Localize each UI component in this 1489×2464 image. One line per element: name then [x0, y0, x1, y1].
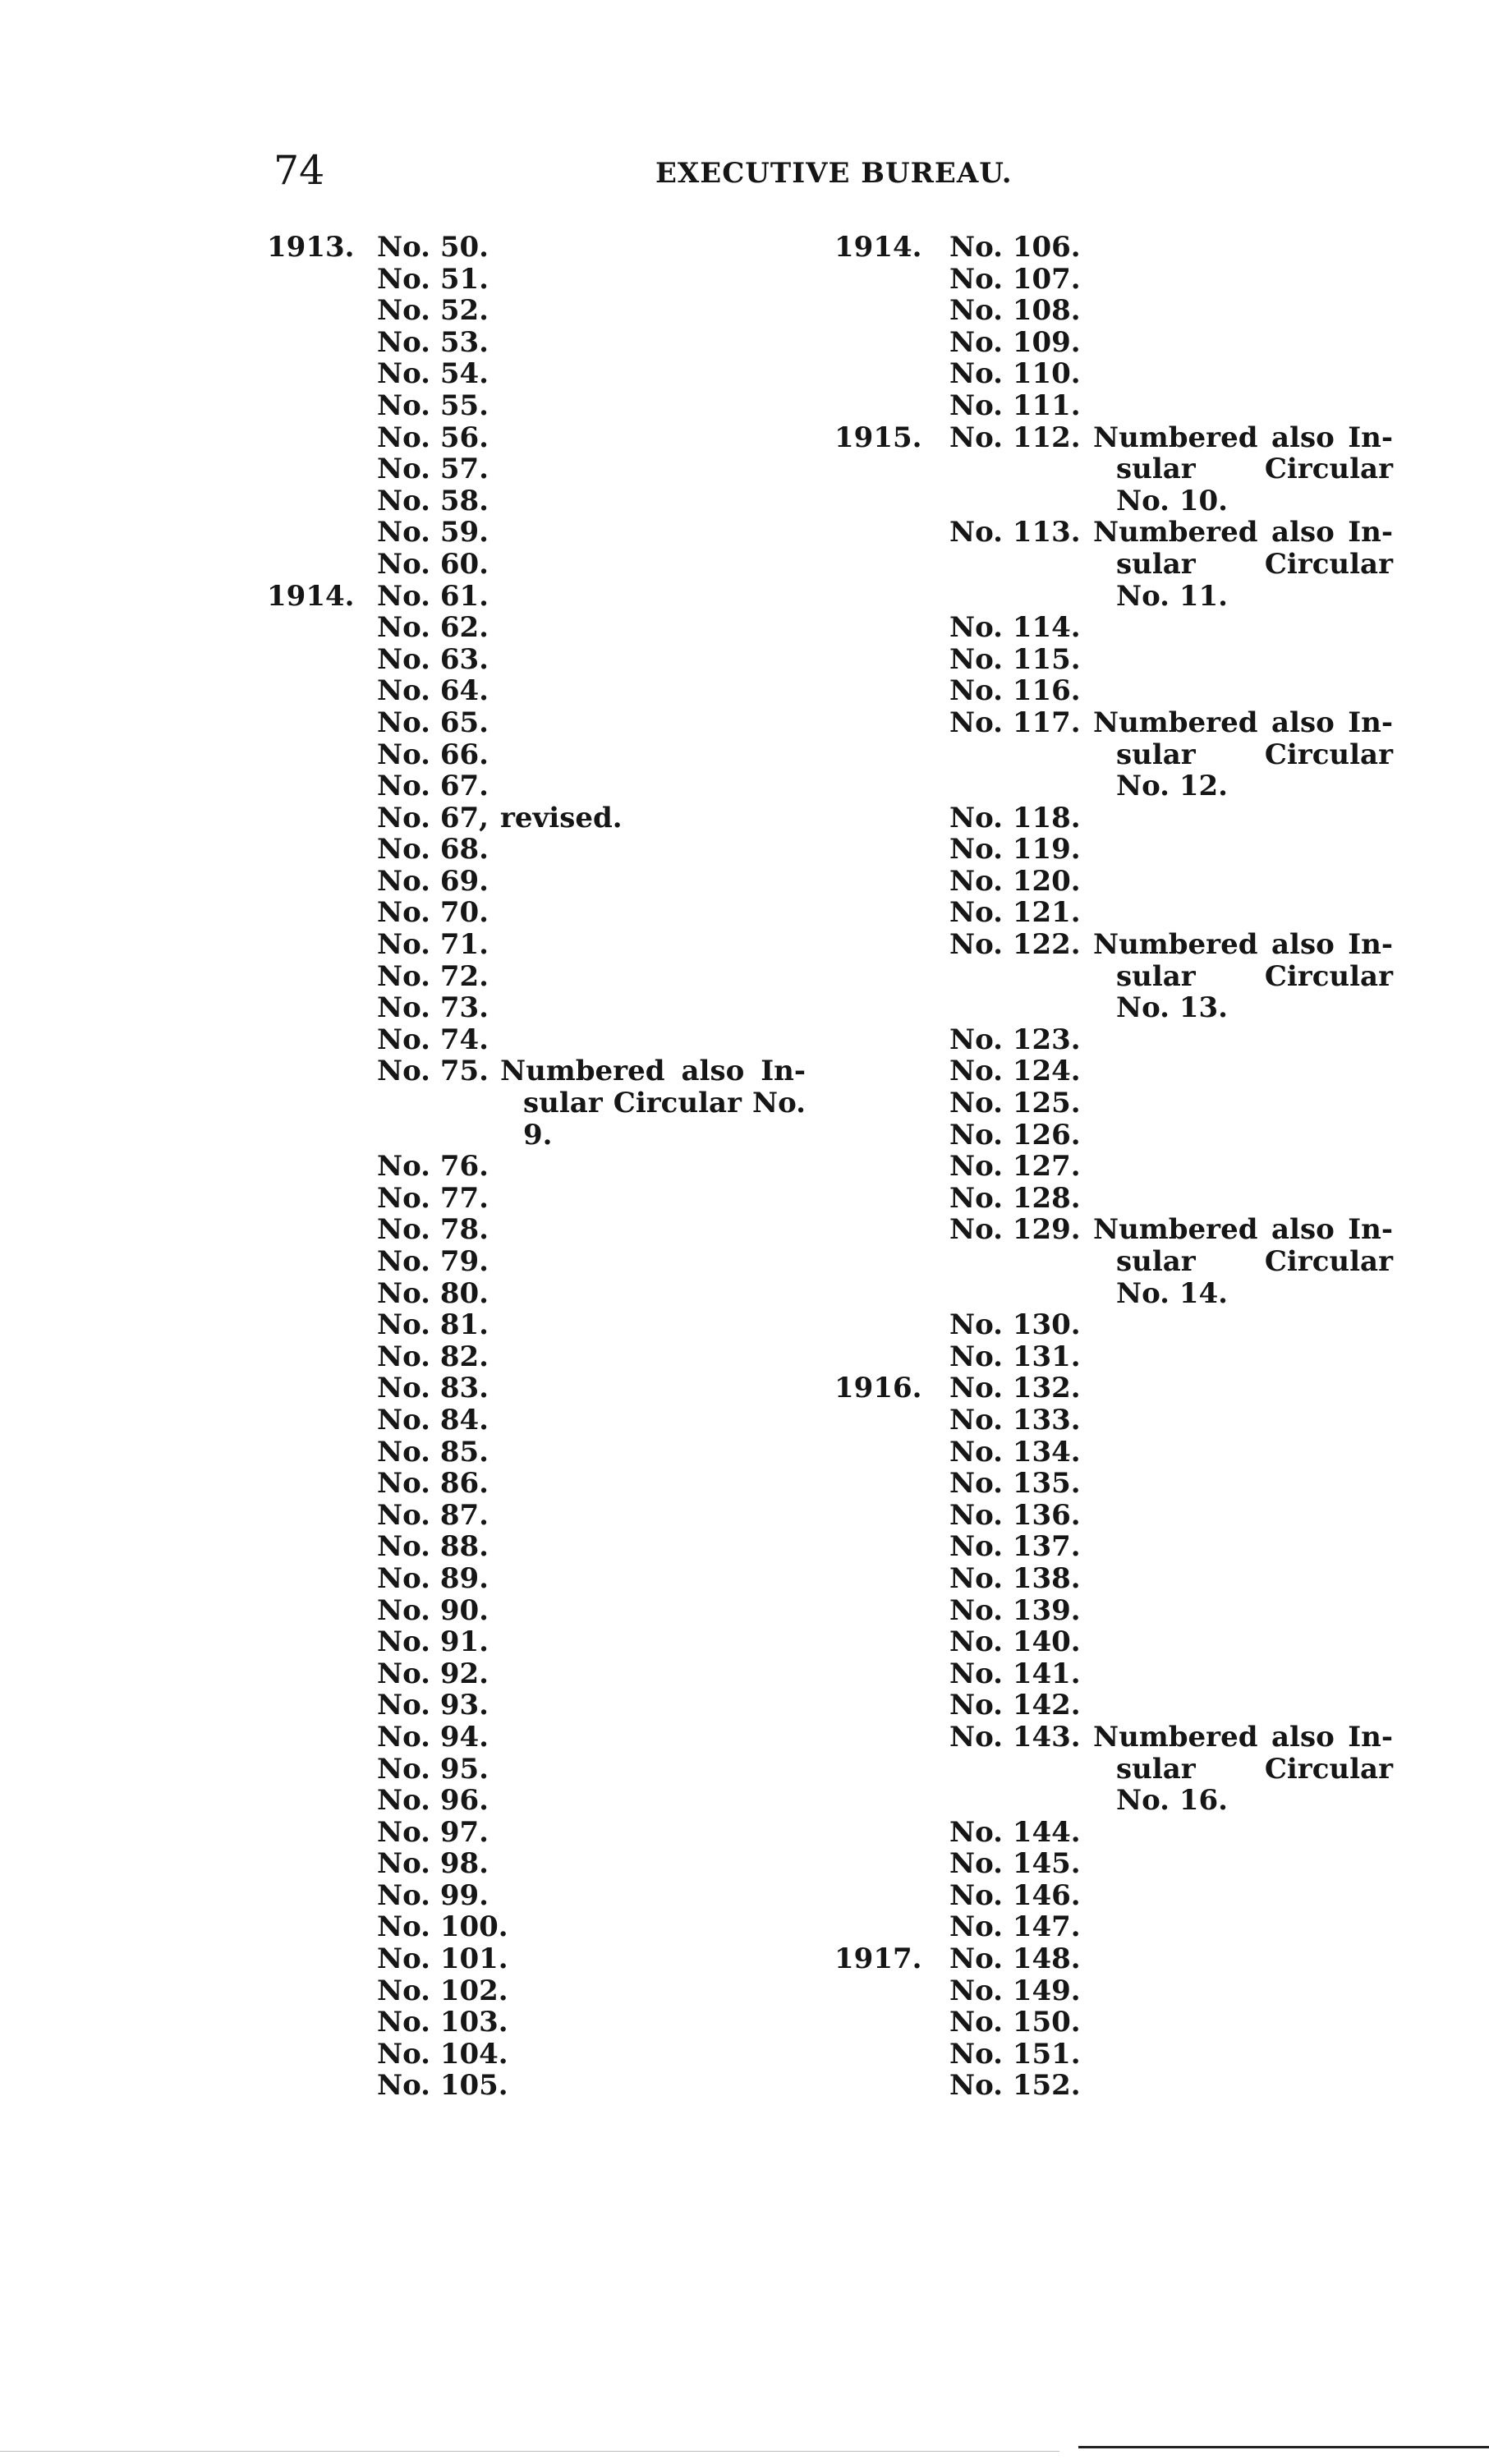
- entry-note-line: sular Circular: [1116, 738, 1393, 771]
- entry-note-line: No. 10.: [1116, 484, 1228, 517]
- entry-number: No. 111.: [949, 388, 1081, 422]
- list-entry: [834, 1722, 1489, 1817]
- entry-number: No. 130.: [949, 1308, 1081, 1342]
- entry-number: No. 59.: [377, 516, 489, 549]
- list-entry: [834, 802, 1489, 834]
- entry-number: No. 146.: [949, 1878, 1081, 1912]
- entry-number: No. 53.: [377, 325, 489, 359]
- entry-number: No. 147.: [949, 1910, 1081, 1944]
- entry-number: No. 101.: [377, 1942, 508, 1976]
- entry-number: No. 64.: [377, 674, 489, 708]
- entry-number: No. 132.: [949, 1372, 1081, 1405]
- entry-note-line: Numbered also In-: [1093, 421, 1393, 454]
- entry-number: No. 112.: [949, 421, 1081, 454]
- entry-number: No. 113.: [949, 516, 1081, 549]
- entry-year: 1914.: [834, 231, 922, 264]
- entry-note-line: Numbered also In-: [1093, 706, 1393, 739]
- entry-note-line: sular Circular: [1116, 1245, 1393, 1278]
- entry-note-line: Numbered also In-: [1093, 1213, 1393, 1247]
- entry-number: No. 89.: [377, 1561, 489, 1595]
- entry-number: No. 137.: [949, 1530, 1081, 1564]
- entry-note-line: revised.: [500, 801, 623, 834]
- entry-note-line: 9.: [523, 1118, 553, 1152]
- entry-note-line: sular Circular No.: [523, 1087, 806, 1120]
- entry-number: No. 98.: [377, 1847, 489, 1881]
- entry-number: No. 149.: [949, 1974, 1081, 2007]
- entry-number: No. 102.: [377, 1974, 508, 2007]
- entry-number: No. 105.: [377, 2069, 508, 2103]
- entry-note-line: sular Circular: [1116, 453, 1393, 486]
- right-column-list: [834, 232, 1489, 2102]
- entry-number: No. 95.: [377, 1752, 489, 1786]
- entry-number: No. 76.: [377, 1150, 489, 1184]
- entry-number: No. 93.: [377, 1689, 489, 1722]
- entry-number: No. 83.: [377, 1372, 489, 1405]
- list-entry: [834, 675, 1489, 707]
- entry-note: [1093, 929, 1393, 1024]
- entry-number: No. 51.: [377, 262, 489, 296]
- entry-number: No. 117.: [949, 706, 1081, 739]
- entry-number: No. 69.: [377, 864, 489, 898]
- entry-number: No. 82.: [377, 1340, 489, 1373]
- list-entry: [834, 612, 1489, 644]
- entry-number: No. 70.: [377, 896, 489, 930]
- list-entry: [834, 1817, 1489, 1849]
- entry-number: No. 96.: [377, 1784, 489, 1818]
- entry-number: No. 131.: [949, 1340, 1081, 1373]
- entry-number: No. 75.: [377, 1055, 489, 1088]
- entry-note: [1093, 422, 1393, 517]
- entry-number: No. 103.: [377, 2006, 508, 2039]
- entry-number: No. 141.: [949, 1657, 1081, 1690]
- entry-note-line: sular Circular: [1116, 959, 1393, 993]
- entry-number: No. 92.: [377, 1657, 489, 1690]
- entry-year: 1915.: [834, 421, 922, 454]
- entry-number: No. 87.: [377, 1498, 489, 1532]
- entry-number: No. 97.: [377, 1815, 489, 1849]
- entry-number: No. 108.: [949, 294, 1081, 328]
- entry-number: No. 55.: [377, 388, 489, 422]
- entry-number: No. 65.: [377, 706, 489, 739]
- entry-number: No. 115.: [949, 642, 1081, 676]
- entry-number: No. 52.: [377, 294, 489, 328]
- list-entry: [834, 295, 1489, 327]
- entry-year: 1914.: [267, 579, 355, 613]
- entry-number: No. 121.: [949, 896, 1081, 930]
- entry-number: No. 62.: [377, 611, 489, 645]
- entry-year: 1916.: [834, 1372, 922, 1405]
- list-entry: [834, 2007, 1489, 2039]
- entry-number: No. 63.: [377, 642, 489, 676]
- list-entry: [834, 707, 1489, 802]
- list-entry: [834, 644, 1489, 676]
- entry-note-line: sular Circular: [1116, 547, 1393, 581]
- entry-number: No. 144.: [949, 1815, 1081, 1849]
- entry-number: No. 74.: [377, 1023, 489, 1056]
- list-entry: [834, 1151, 1489, 1183]
- entry-note-line: Numbered also In-: [1093, 928, 1393, 962]
- entry-note: [1093, 1214, 1393, 1309]
- list-entry: [834, 834, 1489, 866]
- list-entry: [834, 1626, 1489, 1658]
- list-entry: [834, 1404, 1489, 1437]
- list-entry: [834, 264, 1489, 296]
- page-header: [0, 146, 1489, 195]
- entry-number: No. 145.: [949, 1847, 1081, 1881]
- list-entry: [834, 1341, 1489, 1373]
- entry-number: No. 85.: [377, 1435, 489, 1469]
- entry-number: No. 124.: [949, 1055, 1081, 1088]
- list-entry: [834, 1975, 1489, 2007]
- entry-number: No. 109.: [949, 325, 1081, 359]
- entry-number: No. 125.: [949, 1087, 1081, 1120]
- entry-number: No. 107.: [949, 262, 1081, 296]
- entry-number: No. 122.: [949, 928, 1081, 962]
- entry-number: No. 67.: [377, 770, 489, 803]
- list-entry: [834, 897, 1489, 929]
- entry-number: No. 79.: [377, 1245, 489, 1278]
- list-entry: [834, 422, 1489, 517]
- list-entry: [834, 1563, 1489, 1595]
- entry-number: No. 78.: [377, 1213, 489, 1247]
- list-entry: [834, 1119, 1489, 1152]
- entry-number: No. 60.: [377, 547, 489, 581]
- list-entry: [834, 358, 1489, 390]
- entry-number: No. 143.: [949, 1720, 1081, 1754]
- list-entry: [834, 1658, 1489, 1690]
- list-entry: [834, 390, 1489, 422]
- entry-number: No. 128.: [949, 1181, 1081, 1215]
- entry-number: No. 66.: [377, 738, 489, 771]
- entry-number: No. 71.: [377, 928, 489, 962]
- entry-number: No. 80.: [377, 1276, 489, 1310]
- list-entry: [834, 2039, 1489, 2071]
- entry-note-line: sular Circular: [1116, 1752, 1393, 1786]
- entry-note: [1093, 1722, 1393, 1817]
- list-entry: [834, 929, 1489, 1024]
- entry-number: No. 152.: [949, 2069, 1081, 2103]
- entry-number: No. 57.: [377, 453, 489, 486]
- list-entry: [834, 1214, 1489, 1309]
- entry-number: No. 133.: [949, 1403, 1081, 1437]
- entry-number: No. 104.: [377, 2037, 508, 2071]
- entry-number: No. 151.: [949, 2037, 1081, 2071]
- entry-note-line: No. 11.: [1116, 579, 1228, 613]
- entry-number: No. 118.: [949, 801, 1081, 834]
- entry-number: No. 127.: [949, 1150, 1081, 1184]
- entry-number: No. 110.: [949, 357, 1081, 391]
- list-entry: [834, 327, 1489, 359]
- entry-number: No. 116.: [949, 674, 1081, 708]
- list-entry: [834, 517, 1489, 612]
- list-entry: [834, 1372, 1489, 1404]
- list-entry: [834, 1943, 1489, 1975]
- page-number: 74: [273, 147, 325, 194]
- list-entry: [834, 1531, 1489, 1563]
- entry-number: No. 58.: [377, 484, 489, 517]
- entry-note-line: No. 12.: [1116, 770, 1228, 803]
- entry-number: No. 50.: [377, 231, 489, 264]
- entry-number: No. 67,: [377, 801, 489, 834]
- entry-number: No. 148.: [949, 1942, 1081, 1976]
- entry-number: No. 61.: [377, 579, 489, 613]
- entry-number: No. 106.: [949, 231, 1081, 264]
- list-entry: [834, 1911, 1489, 1943]
- entry-number: No. 88.: [377, 1530, 489, 1564]
- entry-number: No. 114.: [949, 611, 1081, 645]
- entry-year: 1913.: [267, 231, 355, 264]
- list-entry: [834, 2070, 1489, 2102]
- list-entry: [834, 1848, 1489, 1880]
- entry-number: No. 138.: [949, 1561, 1081, 1595]
- entry-note-line: Numbered also In-: [500, 1055, 806, 1088]
- entry-number: No. 135.: [949, 1467, 1081, 1501]
- entry-number: No. 136.: [949, 1498, 1081, 1532]
- list-entry: [834, 232, 1489, 264]
- entry-note-line: No. 13.: [1116, 991, 1228, 1025]
- entry-number: No. 129.: [949, 1213, 1081, 1247]
- entry-number: No. 84.: [377, 1403, 489, 1437]
- list-entry: [834, 866, 1489, 898]
- entry-number: No. 72.: [377, 959, 489, 993]
- entry-number: No. 56.: [377, 421, 489, 454]
- bottom-rule: [1078, 2446, 1489, 2448]
- list-entry: [834, 1500, 1489, 1532]
- entry-number: No. 54.: [377, 357, 489, 391]
- entry-note: [1093, 707, 1393, 802]
- list-entry: [834, 1880, 1489, 1912]
- entry-number: No. 100.: [377, 1910, 508, 1944]
- list-entry: [834, 1309, 1489, 1341]
- entry-note-line: No. 16.: [1116, 1784, 1228, 1818]
- entry-number: No. 119.: [949, 833, 1081, 867]
- list-entry: [834, 1087, 1489, 1119]
- entry-number: No. 120.: [949, 864, 1081, 898]
- entry-number: No. 81.: [377, 1308, 489, 1342]
- entry-year: 1917.: [834, 1942, 922, 1976]
- entry-number: No. 68.: [377, 833, 489, 867]
- list-entry: [834, 1183, 1489, 1215]
- list-entry: [834, 1689, 1489, 1722]
- bottom-faint-rule: [0, 2451, 1059, 2452]
- entry-number: No. 150.: [949, 2006, 1081, 2039]
- list-entry: [834, 1437, 1489, 1469]
- list-entry: [834, 1595, 1489, 1627]
- entry-number: No. 86.: [377, 1467, 489, 1501]
- entry-number: No. 140.: [949, 1625, 1081, 1659]
- running-head: EXECUTIVE BUREAU.: [655, 157, 1013, 190]
- list-entry: [834, 1468, 1489, 1500]
- list-entry: [834, 1024, 1489, 1056]
- entry-number: No. 94.: [377, 1720, 489, 1754]
- entry-note: [500, 1055, 806, 1151]
- entry-note-line: Numbered also In-: [1093, 1720, 1393, 1754]
- entry-number: No. 142.: [949, 1689, 1081, 1722]
- entry-number: No. 134.: [949, 1435, 1081, 1469]
- entry-note-line: No. 14.: [1116, 1276, 1228, 1310]
- entry-number: No. 77.: [377, 1181, 489, 1215]
- entry-number: No. 139.: [949, 1593, 1081, 1627]
- entry-number: No. 91.: [377, 1625, 489, 1659]
- entry-note: [500, 802, 806, 834]
- entry-number: No. 123.: [949, 1023, 1081, 1056]
- entry-number: No. 90.: [377, 1593, 489, 1627]
- entry-note: [1093, 517, 1393, 612]
- entry-number: No. 73.: [377, 991, 489, 1025]
- entry-number: No. 126.: [949, 1118, 1081, 1152]
- entry-note-line: Numbered also In-: [1093, 516, 1393, 549]
- list-entry: [834, 1055, 1489, 1087]
- entry-number: No. 99.: [377, 1878, 489, 1912]
